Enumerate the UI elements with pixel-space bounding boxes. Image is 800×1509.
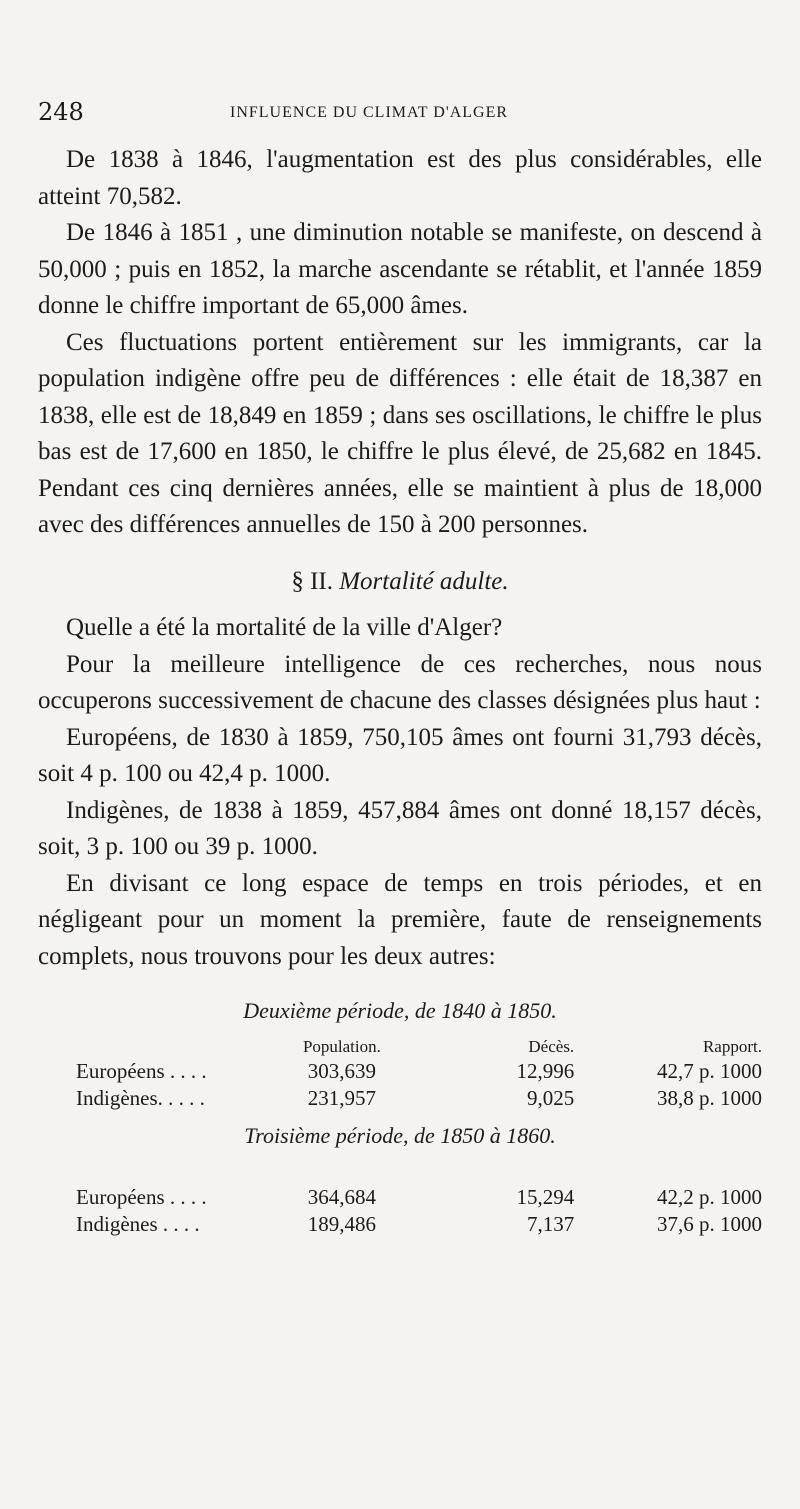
section-title: Mortalité adulte. xyxy=(339,567,509,595)
section-number: § II. xyxy=(291,567,333,595)
cell-population: 231,957 xyxy=(307,1085,377,1110)
paragraph: De 1838 à 1846, l'augmentation est des plus considérables, elle atteint 70,582. xyxy=(38,146,762,210)
table-row xyxy=(38,1058,762,1085)
table-header xyxy=(38,1036,762,1058)
cell-population: 303,639 xyxy=(307,1058,377,1083)
row-label: Indigènes. . . . . xyxy=(76,1085,205,1110)
cell-rapport: 42,7 p. 1000 xyxy=(657,1058,762,1083)
row-label: Indigènes . . . . xyxy=(76,1212,200,1236)
page-number: 248 xyxy=(38,98,84,126)
section-heading xyxy=(38,564,762,601)
cell-population: 189,486 xyxy=(307,1212,377,1236)
cell-deces: 15,294 xyxy=(516,1185,575,1209)
row-label: Européens . . . . xyxy=(76,1185,207,1209)
table-row xyxy=(38,1085,762,1112)
column-header-rapport: Rapport. xyxy=(702,1036,762,1056)
paragraph: Ces fluctuations portent entièrement sur les immigrants, car la population indigène offre peu de différences : elle était de 18,387 en 1838, elle est de 18,849 en 1859 ; dans ses oscillations, le chiffre le plus bas est de 17,600 en 1850, le chiffre le plus élevé, de 25,682 en 1845. Pendant ces cinq dernières années, elle se maintient à plus de 18,000 avec des différences annuelles de 150 à 200 personnes. xyxy=(38,328,762,538)
paragraph: Pour la meilleure intelligence de ces recherches, nous nous occuperons successivement de chacune des classes désignées plus haut : xyxy=(38,650,762,714)
column-header-population: Population. xyxy=(302,1036,381,1056)
period-title: Deuxième période, de 1840 à 1850. xyxy=(243,998,557,1023)
cell-deces: 9,025 xyxy=(526,1085,575,1110)
cell-rapport: 42,2 p. 1000 xyxy=(657,1185,762,1209)
table-row xyxy=(38,1184,762,1211)
paragraph: Indigènes, de 1838 à 1859, 457,884 âmes ont donné 18,157 décès, soit, 3 p. 100 ou 39 p. 1000. xyxy=(38,796,762,860)
cell-population: 364,684 xyxy=(307,1185,377,1209)
cell-deces: 12,996 xyxy=(516,1058,575,1083)
cell-rapport: 38,8 p. 1000 xyxy=(657,1085,762,1110)
mortality-table xyxy=(38,993,762,1238)
paragraph: Quelle a été la mortalité de la ville d'Alger? xyxy=(66,614,503,641)
period-title: Troisième période, de 1850 à 1860. xyxy=(244,1122,556,1148)
paragraph: En divisant ce long espace de temps en trois périodes, et en négligeant pour un moment la première, faute de renseignements complets, nous trouvons pour les deux autres: xyxy=(38,869,762,970)
paragraph: De 1846 à 1851 , une diminution notable se manifeste, on descend à 50,000 ; puis en 1852, la marche ascendante se rétablit, et l'année 1859 donne le chiffre important de 65,000 âmes. xyxy=(38,219,762,319)
column-header-deces: Décès. xyxy=(528,1036,575,1056)
page-body xyxy=(38,142,762,1238)
table-row xyxy=(38,1211,762,1238)
cell-deces: 7,137 xyxy=(526,1212,575,1236)
page-header xyxy=(38,98,758,134)
row-label: Européens . . . . xyxy=(76,1058,207,1083)
cell-rapport: 37,6 p. 1000 xyxy=(657,1212,762,1236)
paragraph: Européens, de 1830 à 1859, 750,105 âmes ont fourni 31,793 décès, soit 4 p. 100 ou 42,4 p. 1000. xyxy=(38,723,762,787)
running-title: INFLUENCE DU CLIMAT D'ALGER xyxy=(230,104,509,121)
